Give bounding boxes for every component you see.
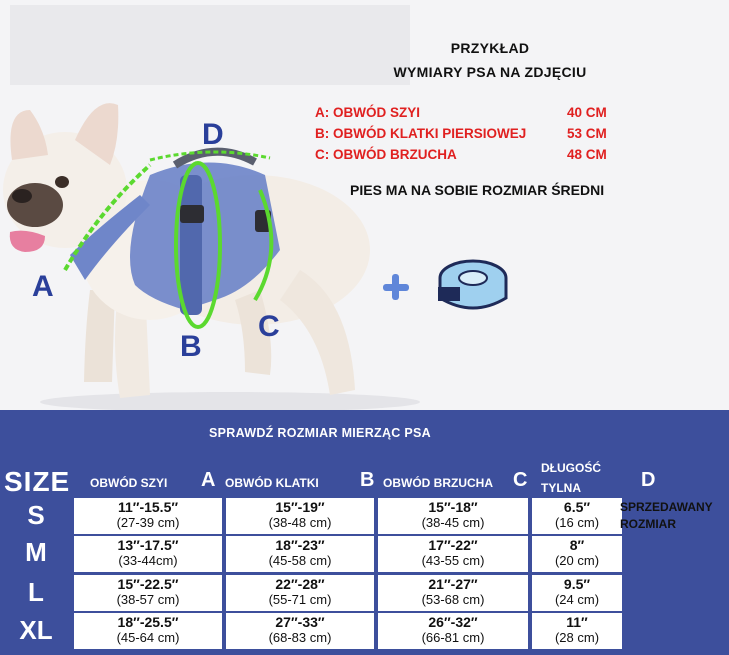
size-label-m: M <box>25 537 47 567</box>
cell-inches: 11″-15.5″ <box>117 499 179 515</box>
table-cell <box>378 498 528 534</box>
cell-inches: 8″ <box>569 537 585 553</box>
sold-size-note <box>620 499 713 533</box>
cell-inches: 11″ <box>566 614 588 630</box>
col-letter-a: A <box>201 469 216 491</box>
label-c: C <box>258 310 280 343</box>
table-cell <box>532 536 622 572</box>
cell-cm: (45-64 cm) <box>116 630 180 645</box>
size-header: SIZE <box>4 466 71 497</box>
cell-inches: 15″-18″ <box>428 499 478 515</box>
size-label-xl: XL <box>19 615 53 645</box>
measurement-label-a: A: OBWÓD SZYI <box>315 105 420 120</box>
ground-shadow <box>40 392 420 410</box>
cell-inches: 22″-28″ <box>275 576 325 592</box>
sold-note-line2: ROZMIAR <box>620 517 676 531</box>
cell-inches: 15″-19″ <box>275 499 325 515</box>
cell-inches: 13″-17.5″ <box>117 537 179 553</box>
col-letter-c: C <box>513 469 528 491</box>
cell-cm: (68-83 cm) <box>268 630 332 645</box>
example-title: PRZYKŁAD <box>450 40 530 56</box>
measurement-value-c: 48 CM <box>567 147 607 162</box>
col-header-belly: OBWÓD BRZUCHA <box>383 476 493 490</box>
cell-cm: (66-81 cm) <box>421 630 485 645</box>
cell-inches: 15″-22.5″ <box>117 576 179 592</box>
col-letter-b: B <box>360 469 375 491</box>
col-header-chest: OBWÓD KLATKI <box>225 476 319 490</box>
col-header-neck: OBWÓD SZYI <box>90 476 168 490</box>
cell-cm: (38-45 cm) <box>421 515 485 530</box>
measurement-value-a: 40 CM <box>567 105 607 120</box>
cell-inches: 9.5″ <box>563 576 591 592</box>
cell-inches: 18″-23″ <box>275 537 325 553</box>
table-cell <box>378 536 528 572</box>
cell-cm: (16 cm) <box>554 515 600 530</box>
example-subtitle: WYMIARY PSA NA ZDJĘCIU <box>393 64 587 80</box>
dog-eye <box>55 176 69 188</box>
cell-cm: (27-39 cm) <box>116 515 180 530</box>
cell-cm: (53-68 cm) <box>421 592 485 607</box>
size-label-l: L <box>28 577 44 607</box>
table-cell <box>74 613 222 649</box>
table-cell <box>226 613 374 649</box>
measurement-label-c: C: OBWÓD BRZUCHA <box>315 147 457 162</box>
table-cell <box>532 498 622 534</box>
table-cell <box>226 498 374 534</box>
sold-note-line1: SPRZEDAWANY <box>620 500 713 514</box>
cell-inches: 26″-32″ <box>428 614 478 630</box>
cell-cm: (55-71 cm) <box>268 592 332 607</box>
col-letter-d: D <box>641 469 656 491</box>
col-header-back-line2: TYLNA <box>541 481 581 495</box>
cell-cm: (20 cm) <box>554 553 600 568</box>
measurement-label-b: B: OBWÓD KLATKI PIERSIOWEJ <box>315 126 527 141</box>
dog-ear-left <box>10 110 48 160</box>
table-cell <box>74 498 222 534</box>
cell-cm: (38-57 cm) <box>116 592 180 607</box>
col-header-back-line1: DŁUGOŚĆ <box>541 461 601 475</box>
size-label-s: S <box>27 500 45 530</box>
table-cell <box>378 575 528 611</box>
cell-inches: 18″-25.5″ <box>117 614 179 630</box>
example-note: PIES MA NA SOBIE ROZMIAR ŚREDNI <box>350 182 605 198</box>
cell-cm: (28 cm) <box>554 630 600 645</box>
cell-cm: (33-44cm) <box>118 553 178 568</box>
cell-cm: (38-48 cm) <box>268 515 332 530</box>
table-cell <box>226 575 374 611</box>
measuring-tape-icon <box>438 261 506 308</box>
harness-buckle <box>180 205 204 223</box>
table-cell <box>74 536 222 572</box>
cell-inches: 21″-27″ <box>428 576 478 592</box>
cell-inches: 27″-33″ <box>275 614 325 630</box>
cell-cm: (45-58 cm) <box>268 553 332 568</box>
dog-nose <box>12 189 32 203</box>
table-cell <box>74 575 222 611</box>
table-cell <box>378 613 528 649</box>
cell-cm: (24 cm) <box>554 592 600 607</box>
table-cell <box>532 575 622 611</box>
table-cell <box>532 613 622 649</box>
label-b: B <box>180 330 202 363</box>
table-cell <box>226 536 374 572</box>
harness-strap-vertical <box>180 175 202 315</box>
label-a: A <box>32 270 54 303</box>
cell-inches: 6.5″ <box>563 499 591 515</box>
plus-icon <box>383 274 409 300</box>
cell-cm: (43-55 cm) <box>421 553 485 568</box>
dog-muzzle <box>7 183 63 227</box>
cell-inches: 17″-22″ <box>428 537 478 553</box>
size-table-title: SPRAWDŹ ROZMIAR MIERZĄC PSA <box>209 426 431 440</box>
measurement-value-b: 53 CM <box>567 126 607 141</box>
label-d: D <box>202 118 224 151</box>
